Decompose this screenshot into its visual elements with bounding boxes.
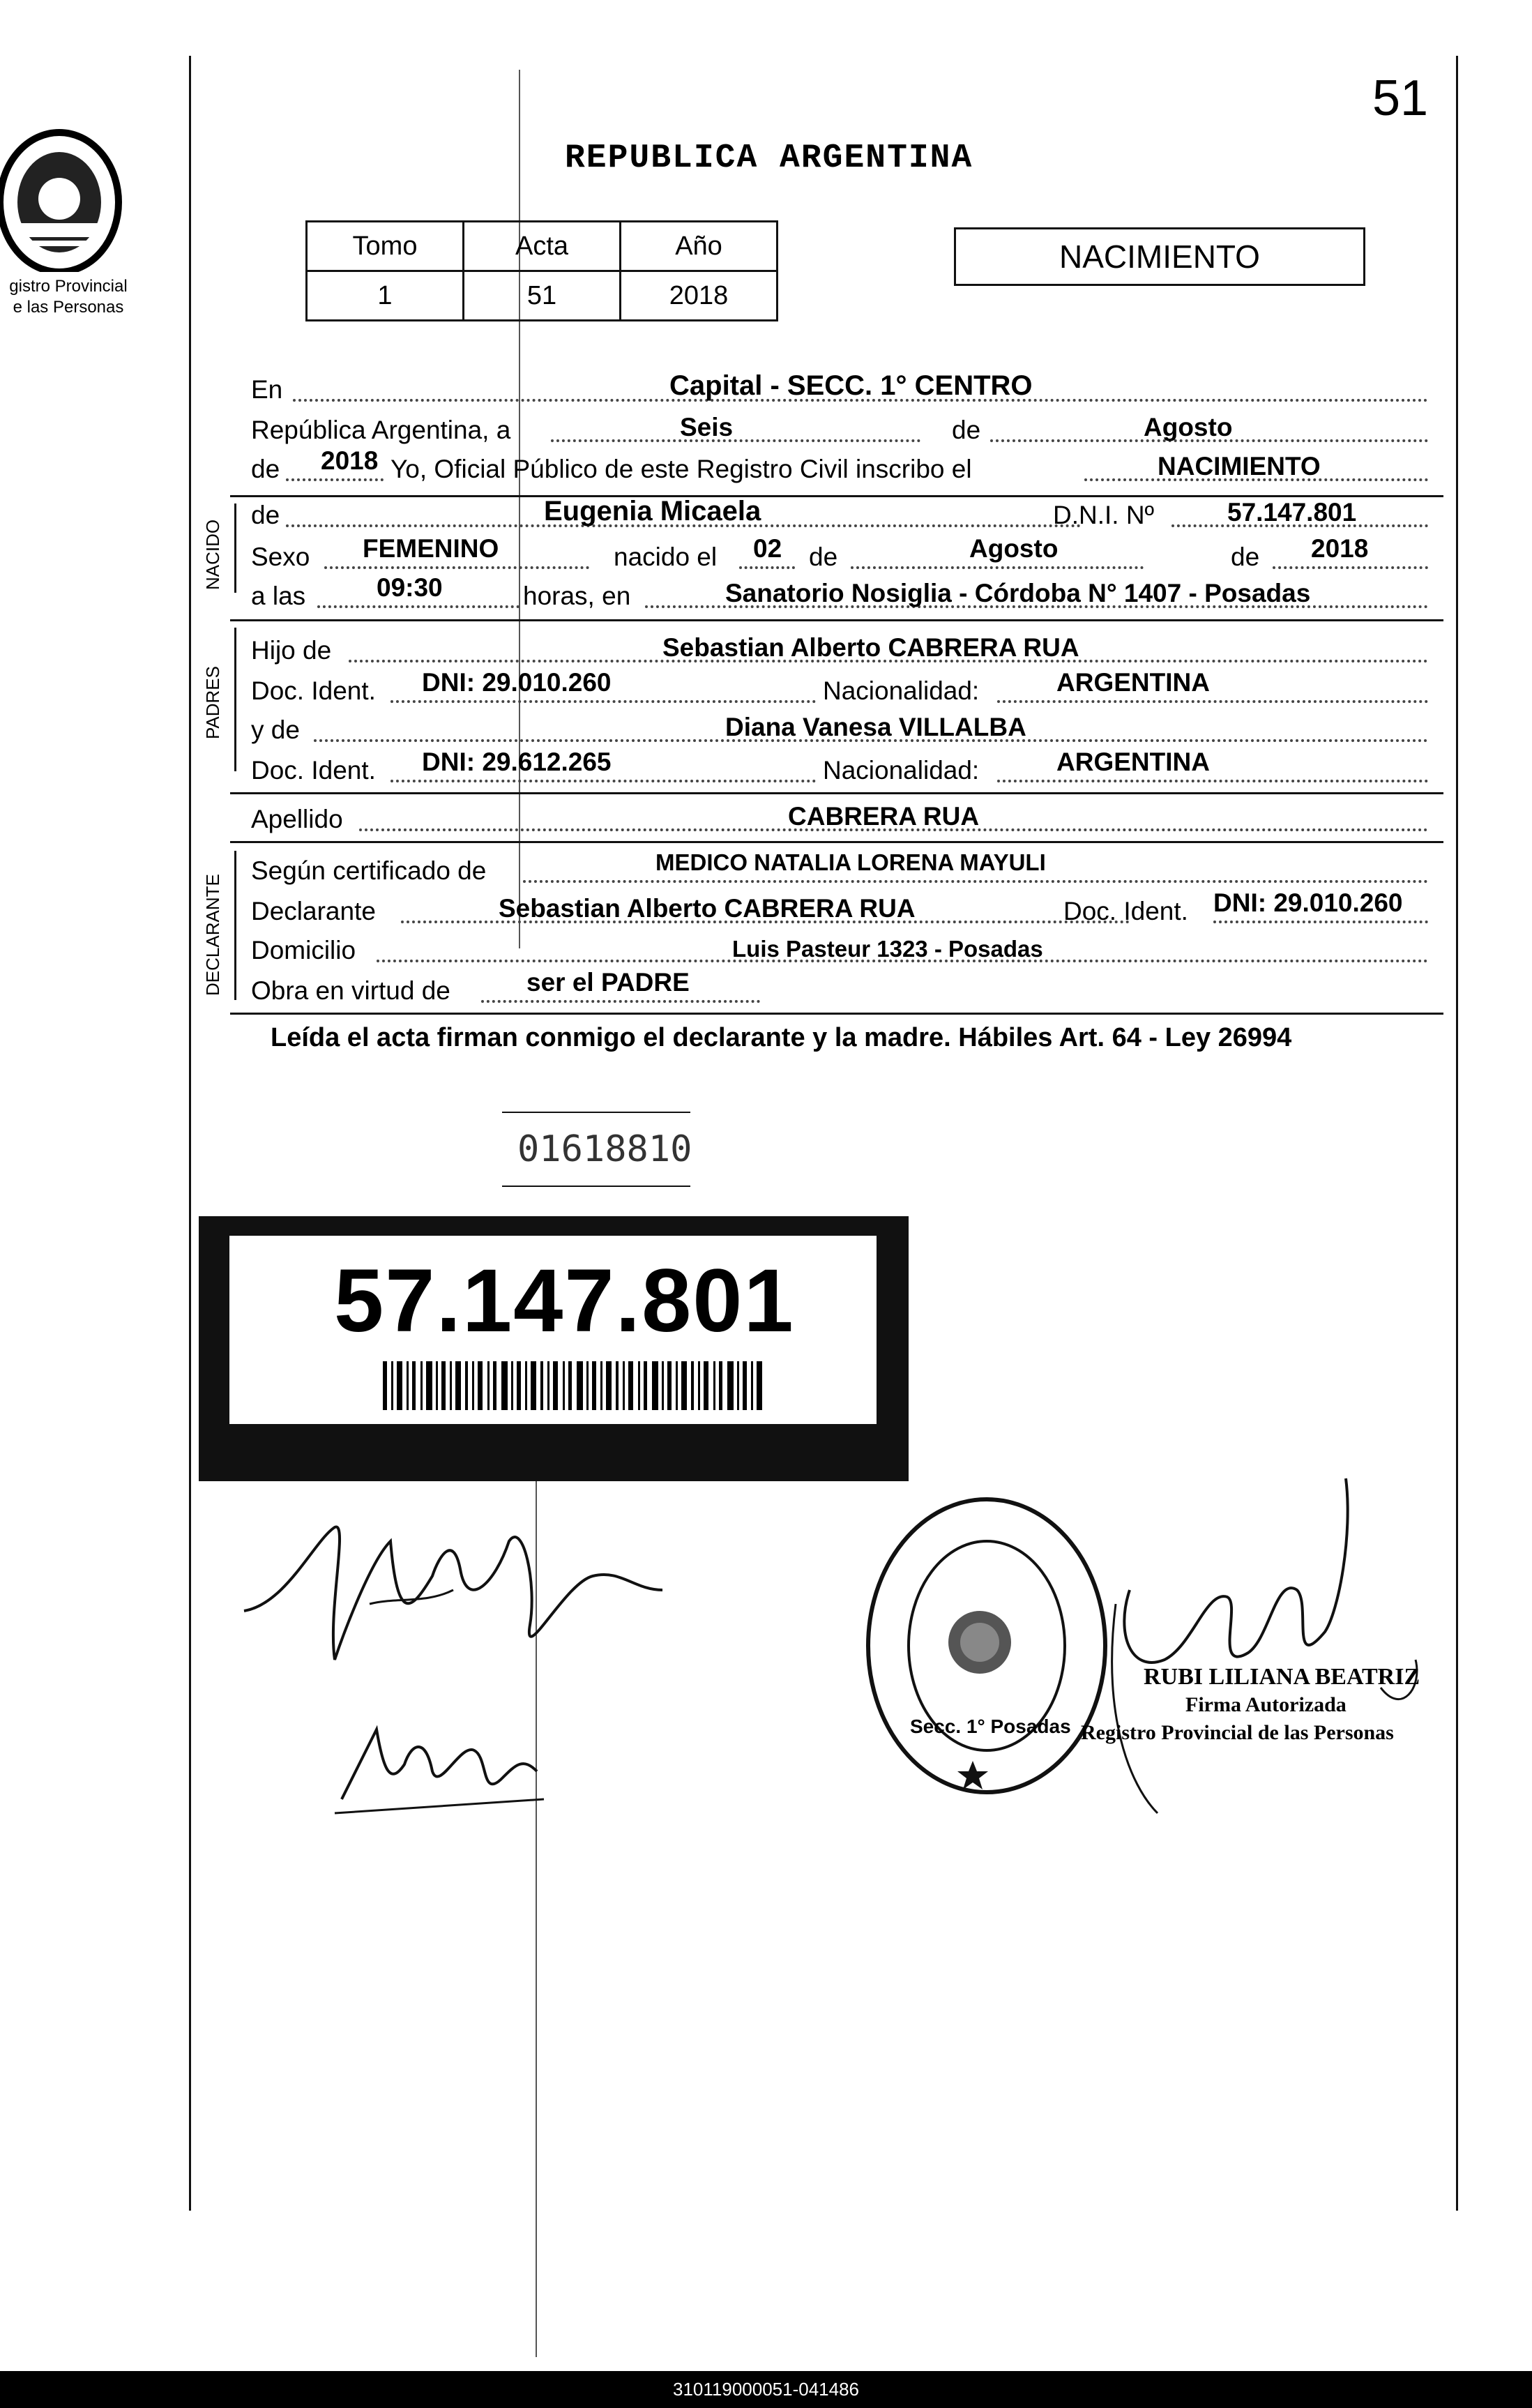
- dotted-line: [997, 700, 1428, 703]
- row-doc-padre: [251, 668, 1428, 710]
- row-republica: [251, 410, 1428, 449]
- declarant-signature: [230, 1499, 718, 1695]
- label-decl-doc: Doc. Ident.: [1063, 897, 1188, 925]
- record-type-box: [954, 227, 1365, 286]
- row-en: [251, 370, 1428, 409]
- label-republica: República Argentina, a: [251, 416, 511, 444]
- value-hora: 09:30: [377, 573, 443, 602]
- dotted-line: [286, 478, 384, 481]
- register-table: [305, 220, 778, 321]
- value-tomo: 1: [307, 271, 464, 321]
- footer-code: 310119000051-041486: [672, 2379, 859, 2400]
- label-nacido: nacido el: [614, 543, 718, 571]
- value-inscribe: NACIMIENTO: [1158, 452, 1321, 480]
- value-acta: 51: [464, 271, 621, 321]
- row-declarante: [251, 888, 1428, 930]
- divider: [230, 619, 1443, 621]
- dotted-line: [997, 780, 1428, 782]
- row-padre: [251, 630, 1428, 669]
- row-anio: [251, 446, 1428, 488]
- officer-role: Firma Autorizada: [1185, 1693, 1347, 1716]
- label-de2: de: [251, 455, 280, 483]
- dni-stamp-number: 57.147.801: [334, 1251, 795, 1351]
- document-title: REPUBLICA ARGENTINA: [565, 139, 973, 177]
- logo-caption: gistro Provincial e las Personas: [9, 277, 128, 317]
- row-doc-madre: [251, 750, 1428, 789]
- row-domicilio: [251, 930, 1428, 969]
- value-nac-dia: 02: [753, 534, 782, 563]
- officer-name: RUBI LILIANA BEATRIZ: [1144, 1664, 1420, 1690]
- label-nac2: Nacionalidad:: [823, 756, 980, 785]
- label-doc1: Doc. Ident.: [251, 676, 376, 705]
- dotted-line: [739, 566, 795, 569]
- serial-number: 01618810: [517, 1128, 692, 1170]
- label-de: de: [952, 416, 981, 444]
- value-anio-inscripcion: 2018: [321, 446, 379, 475]
- dotted-line: [551, 439, 920, 442]
- value-dia: Seis: [680, 413, 734, 441]
- label-yde: y de: [251, 715, 300, 744]
- value-nombre: Eugenia Micaela: [544, 496, 761, 527]
- dotted-line: [1213, 921, 1428, 923]
- label-dni: D.N.I. Nº: [1053, 501, 1155, 529]
- label-apellido: Apellido: [251, 805, 343, 833]
- section-padres: PADRES: [202, 666, 223, 739]
- row-nombre: [251, 495, 1428, 534]
- value-lugar: Sanatorio Nosiglia - Córdoba N° 1407 - Posadas: [725, 579, 1311, 607]
- section-nacido: NACIDO: [202, 519, 223, 590]
- value-doc1: DNI: 29.010.260: [422, 668, 612, 697]
- dotted-line: [317, 605, 519, 608]
- row-sexo: [251, 534, 1428, 576]
- value-anio: 2018: [621, 271, 778, 321]
- row-madre: [251, 710, 1428, 749]
- value-nac2: ARGENTINA: [1056, 748, 1210, 776]
- value-nac-anio: 2018: [1311, 534, 1369, 563]
- dotted-line: [324, 566, 589, 569]
- dotted-line: [851, 566, 1144, 569]
- serial-underline: [502, 1186, 690, 1187]
- label-sexo: Sexo: [251, 543, 310, 571]
- section-bracket: [234, 628, 236, 771]
- header-tomo: Tomo: [307, 222, 464, 271]
- dotted-line: [523, 880, 1428, 883]
- value-sexo: FEMENINO: [363, 534, 499, 563]
- value-dni: 57.147.801: [1227, 498, 1357, 527]
- section-bracket: [234, 851, 236, 1000]
- barcode: [383, 1361, 773, 1410]
- footer-bar: [0, 2371, 1532, 2408]
- value-nac1: ARGENTINA: [1056, 668, 1210, 697]
- header-acta: Acta: [464, 222, 621, 271]
- dni-stamp: [199, 1216, 909, 1481]
- legal-text: Leída el acta firman conmigo el declarante y la madre. Hábiles Art. 64 - Ley 26994: [271, 1023, 1292, 1052]
- province-logo: [0, 119, 132, 272]
- officer-signature: [1088, 1451, 1436, 1841]
- value-cert: MEDICO NATALIA LORENA MAYULI: [655, 849, 1046, 875]
- label-decl: Declarante: [251, 897, 376, 925]
- header-anio: Año: [621, 222, 778, 271]
- value-obra: ser el PADRE: [526, 968, 690, 997]
- label-nombre: de: [251, 501, 280, 529]
- dotted-line: [390, 700, 816, 703]
- value-padre: Sebastian Alberto CABRERA RUA: [662, 633, 1079, 662]
- page-number: 51: [1372, 70, 1429, 126]
- label-obra: Obra en virtud de: [251, 976, 450, 1005]
- dni-stamp-inner: [229, 1236, 877, 1424]
- label-hijo: Hijo de: [251, 636, 332, 665]
- value-doc2: DNI: 29.612.265: [422, 748, 612, 776]
- value-madre: Diana Vanesa VILLALBA: [725, 713, 1026, 741]
- value-mes: Agosto: [1144, 413, 1233, 441]
- divider: [230, 1013, 1443, 1015]
- label-horas-en: horas, en: [523, 582, 631, 610]
- divider: [230, 792, 1443, 794]
- section-bracket: [234, 503, 236, 593]
- label-nac1: Nacionalidad:: [823, 676, 980, 705]
- label-dom: Domicilio: [251, 936, 356, 964]
- mother-signature: [328, 1702, 551, 1827]
- label-doc2: Doc. Ident.: [251, 756, 376, 785]
- value-en: Capital - SECC. 1° CENTRO: [669, 370, 1033, 401]
- dotted-line: [481, 1000, 760, 1003]
- officer-office: Registro Provincial de las Personas: [1081, 1721, 1394, 1744]
- label-en: En: [251, 375, 283, 404]
- label-nac-de2: de: [1231, 543, 1260, 571]
- label-hora: a las: [251, 582, 306, 610]
- left-margin-line: [189, 56, 191, 2211]
- label-cert: Según certificado de: [251, 856, 487, 885]
- value-decl-doc: DNI: 29.010.260: [1213, 888, 1403, 917]
- row-obra: [251, 968, 1428, 1010]
- value-decl: Sebastian Alberto CABRERA RUA: [499, 894, 916, 923]
- section-declarante: DECLARANTE: [202, 874, 223, 996]
- row-hora: [251, 573, 1428, 615]
- value-dom: Luis Pasteur 1323 - Posadas: [732, 936, 1043, 962]
- dotted-line: [390, 780, 816, 782]
- value-nac-mes: Agosto: [969, 534, 1059, 563]
- value-apellido: CABRERA RUA: [788, 802, 980, 831]
- label-yo-oficial: Yo, Oficial Público de este Registro Civil inscribo el: [390, 455, 972, 483]
- row-apellido: [251, 799, 1428, 838]
- right-margin-line: [1456, 56, 1458, 2211]
- label-nac-de1: de: [809, 543, 838, 571]
- divider: [230, 841, 1443, 843]
- official-seal: [861, 1492, 1112, 1799]
- row-certificado: [251, 851, 1428, 890]
- serial-overline: [502, 1112, 690, 1113]
- record-type: NACIMIENTO: [1059, 238, 1260, 275]
- seal-inner-text: Secc. 1° Posadas: [910, 1716, 1071, 1737]
- dotted-line: [1273, 566, 1428, 569]
